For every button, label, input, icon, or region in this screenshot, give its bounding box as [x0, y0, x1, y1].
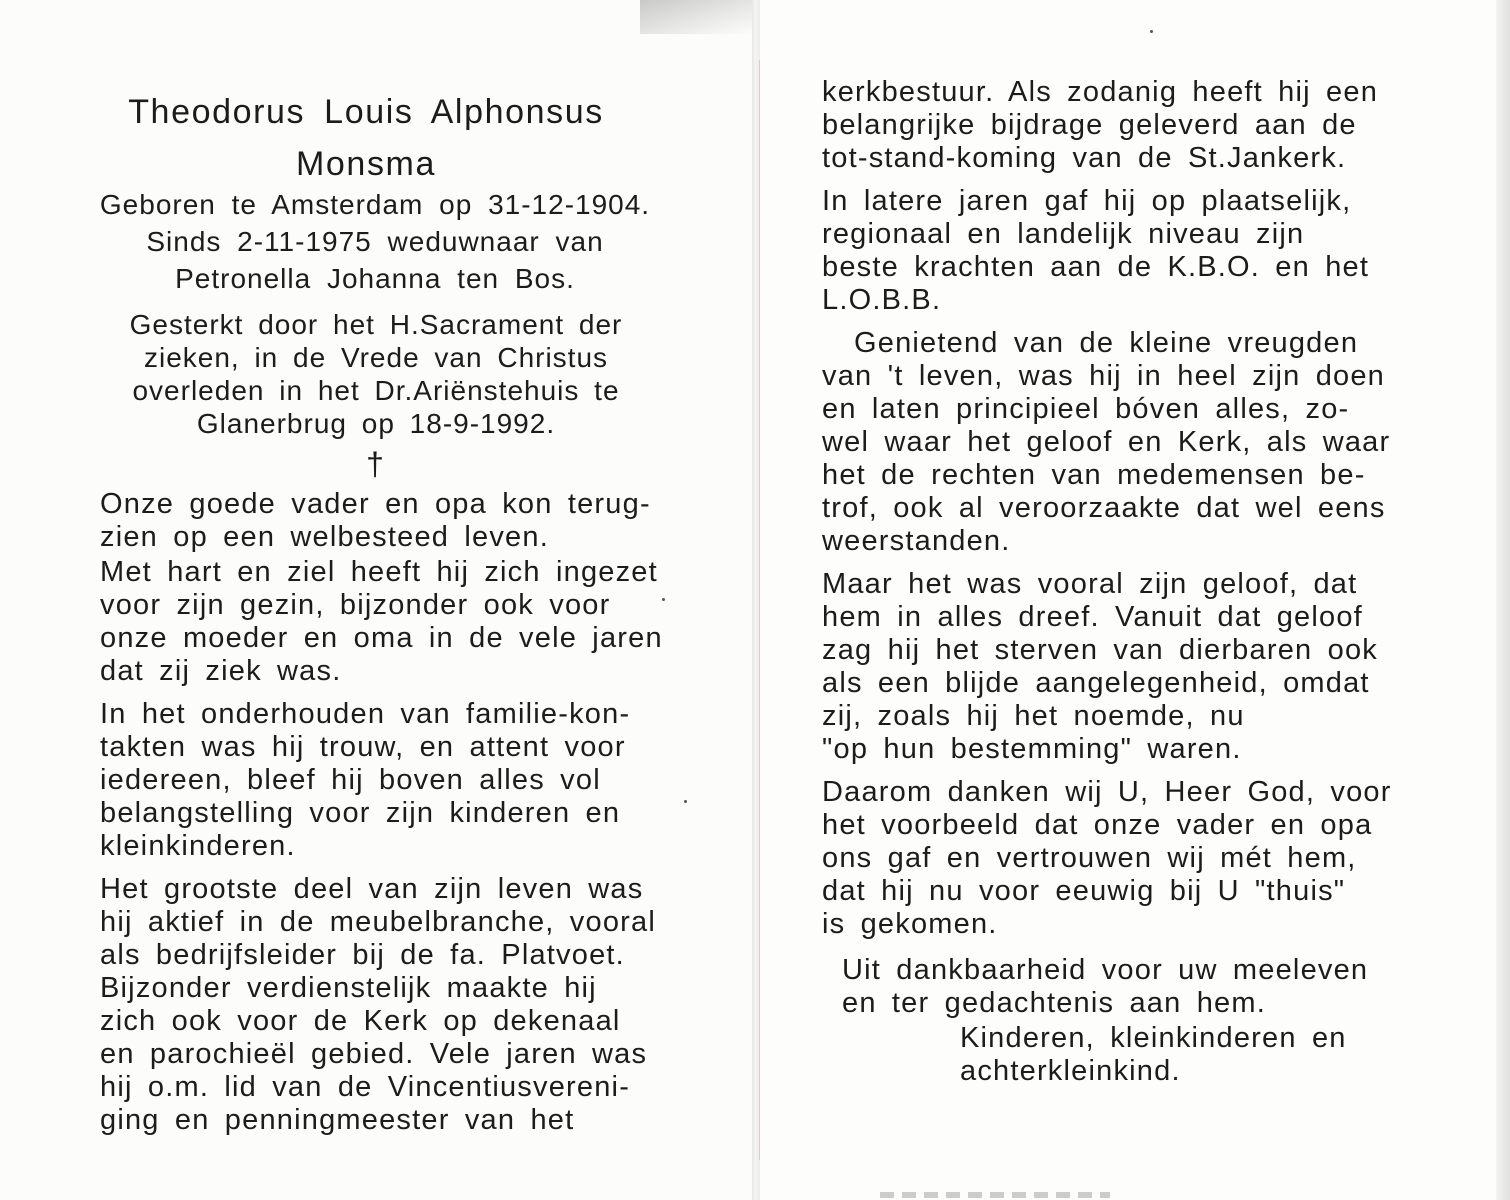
- text-line: Bijzonder verdienstelijk maakte hij: [100, 972, 597, 1004]
- text-line: beste krachten aan de K.B.O. en het: [822, 251, 1370, 283]
- text-line: wel waar het geloof en Kerk, als waar: [822, 426, 1391, 458]
- text-line: hem in alles dreef. Vanuit dat geloof: [822, 601, 1363, 633]
- left-body-text: [100, 488, 690, 1147]
- right-body-text: [822, 76, 1412, 951]
- text-line: kleinkinderen.: [100, 830, 296, 862]
- death-line: Glanerbrug op 18-9-1992.: [196, 408, 556, 439]
- text-line: zich ook voor de Kerk op dekenaal: [100, 1005, 621, 1037]
- paragraph: [822, 185, 1412, 317]
- ink-speck: [1150, 30, 1153, 33]
- death-line: zieken, in de Vrede van Christus: [143, 342, 609, 373]
- text-line: van 't leven, was hij in heel zijn doen: [822, 360, 1386, 392]
- intro-line: Petronella Johanna ten Bos.: [175, 263, 575, 294]
- text-line: hij aktief in de meubelbranche, vooral: [100, 906, 656, 938]
- text-line: ons gaf en vertrouwen wij mét hem,: [822, 842, 1357, 874]
- text-line: In latere jaren gaf hij op plaatselijk,: [822, 185, 1352, 217]
- right-edge-shadow: [1496, 0, 1510, 1200]
- intro-line: Geboren te Amsterdam op 31-12-1904.: [99, 189, 651, 220]
- death-line: Gesterkt door het H.Sacrament der: [129, 309, 623, 340]
- name-line: Theodorus Louis Alphonsus: [128, 93, 604, 131]
- text-line: Het grootste deel van zijn leven was: [100, 873, 644, 905]
- family-signature: [960, 1022, 1380, 1088]
- text-line: regionaal en landelijk niveau zijn: [822, 218, 1305, 250]
- text-line: als een blijde aangelegenheid, omdat: [822, 667, 1370, 699]
- deceased-name: [96, 86, 636, 190]
- text-line: Daarom danken wij U, Heer God, voor: [822, 776, 1392, 808]
- text-line: zien op een welbesteed leven.: [100, 521, 549, 553]
- text-line: en laten principieel bóven alles, zo-: [822, 393, 1350, 425]
- text-line: ging en penningmeester van het: [100, 1104, 575, 1136]
- paragraph: [822, 76, 1412, 175]
- text-line: het de rechten van medemensen be-: [822, 459, 1366, 491]
- text-line: belangstelling voor zijn kinderen en: [100, 797, 621, 829]
- birth-and-widowhood: [80, 186, 670, 297]
- paragraph: [822, 568, 1412, 766]
- intro-line: Sinds 2-11-1975 weduwnaar van: [146, 226, 604, 257]
- text-line: het voorbeeld dat onze vader en opa: [822, 809, 1373, 841]
- text-line: iedereen, bleef hij boven alles vol: [100, 764, 601, 796]
- text-line: zij, zoals hij het noemde, nu: [822, 700, 1245, 732]
- signature-line: Kinderen, kleinkinderen en: [960, 1022, 1347, 1054]
- text-line: onze moeder en oma in de vele jaren: [100, 622, 663, 654]
- text-line: "op hun bestemming" waren.: [822, 733, 1242, 765]
- text-line: als bedrijfsleider bij de fa. Platvoet.: [100, 939, 625, 971]
- paragraph: [822, 327, 1412, 558]
- text-line: trof, ook al veroorzaakte dat wel eens: [822, 492, 1386, 524]
- right-page: [760, 0, 1510, 1200]
- text-line: tot-stand-koming van de St.Jankerk.: [822, 142, 1347, 174]
- folded-corner-shadow: [640, 0, 752, 34]
- text-line: In het onderhouden van familie-kon-: [100, 698, 631, 730]
- ink-speck: [684, 800, 687, 803]
- text-line: Onze goede vader en opa kon terug-: [100, 488, 651, 520]
- text-line: dat hij nu voor eeuwig bij U "thuis": [822, 875, 1346, 907]
- text-line: Met hart en ziel heeft hij zich ingezet: [100, 556, 658, 588]
- text-line: zag hij het sterven van dierbaren ook: [822, 634, 1378, 666]
- paragraph: [100, 873, 690, 1137]
- text-line: voor zijn gezin, bijzonder ook voor: [100, 589, 611, 621]
- name-line: Monsma: [296, 145, 436, 183]
- text-line: is gekomen.: [822, 908, 998, 940]
- text-line: kerkbestuur. Als zodanig heeft hij een: [822, 76, 1379, 108]
- closing-line: Uit dankbaarheid voor uw meeleven: [842, 954, 1369, 986]
- death-line: overleden in het Dr.Ariënstehuis te: [132, 375, 620, 406]
- text-line: L.O.B.B.: [822, 284, 942, 316]
- paragraph: [822, 776, 1412, 941]
- text-line: weerstanden.: [822, 525, 1011, 557]
- text-line: takten was hij trouw, en attent voor: [100, 731, 626, 763]
- closing-line: en ter gedachtenis aan hem.: [842, 987, 1266, 1019]
- text-line: belangrijke bijdrage geleverd aan de: [822, 109, 1357, 141]
- bottom-edge-print: [880, 1192, 1110, 1198]
- closing-thanks: [842, 954, 1402, 1020]
- text-line: hij o.m. lid van de Vincentiusvereni-: [100, 1071, 631, 1103]
- text-line: Genietend van de kleine vreugden: [854, 327, 1359, 359]
- paragraph: [100, 488, 690, 554]
- text-line: Maar het was vooral zijn geloof, dat: [822, 568, 1358, 600]
- text-line: dat zij ziek was.: [100, 655, 342, 687]
- death-notice: [96, 308, 656, 440]
- text-line: en parochieël gebied. Vele jaren was: [100, 1038, 648, 1070]
- paragraph: [100, 698, 690, 863]
- cross-icon: †: [366, 446, 384, 482]
- left-page: [0, 0, 752, 1200]
- ink-speck: [662, 598, 665, 601]
- paragraph: [100, 556, 690, 688]
- signature-line: achterkleinkind.: [960, 1055, 1181, 1087]
